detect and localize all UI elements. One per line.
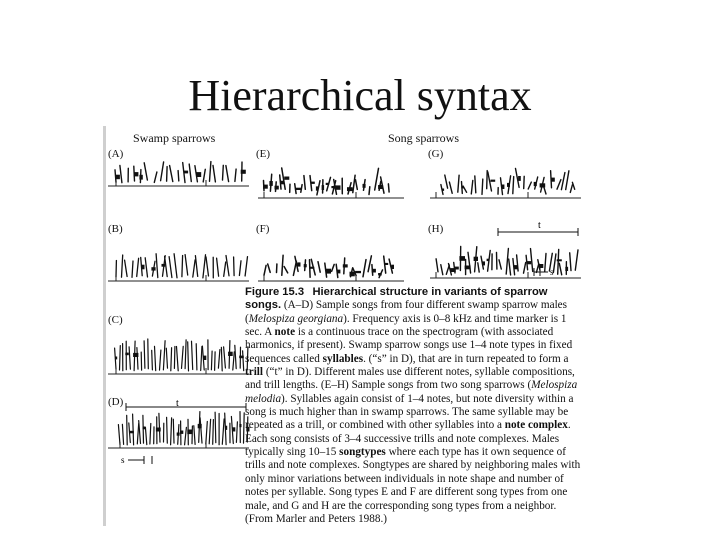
note-trace xyxy=(145,427,146,444)
note-trace xyxy=(201,347,202,371)
note-trace xyxy=(561,173,565,190)
note-trace xyxy=(152,350,153,370)
note-blob xyxy=(134,172,139,176)
note-trace xyxy=(245,257,247,276)
note-trace xyxy=(173,419,174,443)
note-trace xyxy=(174,254,177,278)
note-trace xyxy=(160,350,161,370)
panel-label-b: (B) xyxy=(108,223,123,235)
note-trace xyxy=(174,347,175,369)
note-blob xyxy=(539,264,543,268)
note-trace xyxy=(120,166,122,183)
note-trace xyxy=(213,165,215,182)
panel-label-c: (C) xyxy=(108,314,123,326)
note-blob xyxy=(139,175,142,180)
note-trace xyxy=(558,249,559,274)
term-note-complex: note complex xyxy=(504,419,568,432)
note-trace xyxy=(203,255,206,278)
note-trace xyxy=(177,347,179,371)
note-trace xyxy=(482,179,483,194)
note-trace xyxy=(122,424,123,444)
note-trace xyxy=(243,351,244,371)
note-trace xyxy=(137,348,138,370)
note-trace xyxy=(449,182,452,193)
note-trace xyxy=(120,346,121,370)
note-trace xyxy=(506,249,508,275)
note-blob xyxy=(363,184,366,188)
note-trace xyxy=(182,256,183,277)
note-blob xyxy=(275,186,279,190)
panel-label-f: (F) xyxy=(256,223,270,235)
note-blob xyxy=(557,259,562,261)
note-blob xyxy=(203,356,206,360)
note-trace xyxy=(200,418,202,443)
caption-text: is a continuous trace on the spectrogram (with associated harmonics, if present). Swamp sparrow songs use 1–4 note types in fixed sequences called xyxy=(245,326,573,365)
note-blob xyxy=(184,171,188,174)
note-trace xyxy=(210,162,211,182)
figure-caption xyxy=(245,286,585,526)
note-blob xyxy=(326,269,331,274)
note-blob xyxy=(241,170,246,174)
note-trace xyxy=(159,413,160,442)
panel-label-d: (D) xyxy=(108,396,124,408)
spectrogram-g xyxy=(428,158,583,208)
note-trace xyxy=(150,424,151,445)
spectrogram-d xyxy=(106,398,251,468)
note-trace xyxy=(215,352,216,370)
note-trace xyxy=(206,422,208,445)
note-trace xyxy=(145,258,147,277)
note-blob xyxy=(336,185,341,189)
note-blob xyxy=(269,181,272,186)
note-trace xyxy=(458,175,459,192)
note-trace xyxy=(235,345,236,368)
note-trace xyxy=(353,175,355,192)
note-trace xyxy=(185,255,188,276)
note-blob xyxy=(518,176,521,181)
note-blob xyxy=(459,256,465,261)
spectrogram-e xyxy=(256,158,406,208)
note-blob xyxy=(297,262,300,266)
note-blob xyxy=(284,177,289,180)
note-trace xyxy=(528,182,531,189)
note-trace xyxy=(192,341,193,369)
note-trace xyxy=(233,352,235,370)
note-trace xyxy=(478,263,479,272)
note-trace xyxy=(125,260,128,276)
note-trace xyxy=(468,252,471,273)
note-blob xyxy=(125,353,129,356)
note-blob xyxy=(482,261,485,265)
note-blob xyxy=(534,182,537,186)
note-trace xyxy=(185,427,187,444)
note-blob xyxy=(385,263,389,265)
note-trace xyxy=(222,419,224,444)
note-trace xyxy=(148,339,149,369)
note-trace xyxy=(156,254,158,278)
panel-label-g: (G) xyxy=(428,148,444,160)
note-trace xyxy=(375,168,379,190)
note-blob xyxy=(507,183,510,187)
note-trace xyxy=(132,261,133,277)
note-trace xyxy=(137,424,138,444)
note-blob xyxy=(304,264,307,267)
note-blob xyxy=(228,352,233,356)
spectrogram-c xyxy=(106,324,251,379)
note-trace xyxy=(139,421,141,444)
note-trace xyxy=(388,184,389,192)
species-name: Melospiza melodia xyxy=(245,379,578,405)
note-trace xyxy=(144,163,147,180)
note-blob xyxy=(115,175,120,180)
note-blob xyxy=(347,187,353,191)
note-trace xyxy=(188,342,189,371)
term-note: note xyxy=(274,326,296,339)
note-trace xyxy=(167,167,168,182)
note-trace xyxy=(441,265,443,275)
note-trace xyxy=(137,258,139,276)
note-trace xyxy=(167,417,168,443)
note-trace xyxy=(524,176,525,188)
note-blob xyxy=(151,267,155,270)
note-trace xyxy=(363,260,366,277)
term-syllables: syllables xyxy=(322,352,364,365)
note-trace xyxy=(211,351,212,370)
note-blob xyxy=(115,357,117,360)
note-trace xyxy=(304,176,305,190)
note-trace xyxy=(118,425,120,445)
note-trace xyxy=(566,171,569,190)
note-blob xyxy=(442,189,444,191)
note-trace xyxy=(122,255,123,277)
note-trace xyxy=(268,264,271,272)
note-blob xyxy=(372,269,376,273)
note-trace xyxy=(203,169,205,182)
note-blob xyxy=(454,267,459,270)
note-trace xyxy=(161,162,164,181)
note-trace xyxy=(559,263,561,275)
note-trace xyxy=(221,347,222,371)
note-trace xyxy=(213,420,214,445)
note-trace xyxy=(509,259,511,275)
caption-text: ). Syllables again consist of 1–4 notes, but note diversity within a song is much higher than in swamp sparrows. The same syllable may be repeated as a trill, or combined with other syllables into a xyxy=(245,392,574,432)
note-blob xyxy=(551,178,555,182)
note-trace xyxy=(284,267,288,273)
note-trace xyxy=(170,166,173,182)
note-trace xyxy=(129,347,130,369)
note-trace xyxy=(356,180,358,190)
note-blob xyxy=(491,180,496,182)
note-blob xyxy=(391,265,394,269)
panel-label-h: (H) xyxy=(428,223,444,235)
note-trace xyxy=(154,172,157,182)
note-trace xyxy=(194,426,195,445)
note-blob xyxy=(311,182,315,184)
note-trace xyxy=(487,171,488,189)
note-trace xyxy=(224,262,226,276)
term-songtypes: songtypes xyxy=(339,446,386,459)
spectrogram-h xyxy=(428,216,583,288)
note-blob xyxy=(337,270,341,274)
spectrogram-a xyxy=(106,158,251,208)
caption-text: where each type has it own sequence of trills and note complexes. Songtypes are shared by neighboring males with only minor variations between individuals in note shape and number of notes per syllable. Song types E and F are different song types from one male, and G and H are the corresponding song types from a neighbor. (From Marler and Peters 1988.) xyxy=(245,446,581,525)
note-trace xyxy=(557,180,561,190)
note-trace xyxy=(239,261,241,276)
note-blob xyxy=(343,264,348,267)
note-trace xyxy=(332,264,335,271)
note-trace xyxy=(196,344,197,370)
term-trill: trill xyxy=(245,366,264,379)
note-trace xyxy=(223,165,224,180)
note-trace xyxy=(127,415,128,445)
note-trace xyxy=(169,257,172,278)
figure-title: Hierarchical structure in variants of sparrow songs. xyxy=(245,286,548,312)
caption-text: (A–D) Sample songs from four different swamp sparrow males ( xyxy=(245,299,568,325)
note-blob xyxy=(141,265,144,270)
note-blob xyxy=(378,273,382,276)
species-name: Melospiza georgiana xyxy=(248,312,344,325)
note-trace xyxy=(182,346,184,368)
spectrogram-b xyxy=(106,233,251,288)
caption-text: . Each song consists of 3–4 successive trills and note complexes. Males typically sing 10–15 xyxy=(245,419,571,459)
note-trace xyxy=(236,422,237,443)
note-trace xyxy=(209,419,210,443)
note-blob xyxy=(565,267,568,271)
note-trace xyxy=(531,249,533,272)
note-trace xyxy=(301,185,302,193)
panel-label-a: (A) xyxy=(108,148,124,160)
note-blob xyxy=(239,424,241,427)
note-trace xyxy=(206,257,209,276)
note-trace xyxy=(133,414,134,445)
note-trace xyxy=(445,175,448,188)
header-swamp-sparrows: Swamp sparrows xyxy=(133,131,216,145)
note-trace xyxy=(166,348,167,368)
spectrogram-f xyxy=(256,233,406,288)
note-trace xyxy=(369,187,370,195)
note-trace xyxy=(436,259,438,272)
note-blob xyxy=(225,426,227,430)
caption-text: (“t” in D). Different males use different notes, syllable compositions, and trill lengths. (E–H) Sample songs from two song sparrows ( xyxy=(245,366,575,392)
note-trace xyxy=(575,250,578,270)
note-trace xyxy=(513,177,514,194)
caption-text: . (“s” in D), that are in turn repeated to form a xyxy=(363,352,569,365)
note-trace xyxy=(193,260,195,277)
note-trace xyxy=(264,265,266,275)
note-trace xyxy=(226,166,229,182)
note-trace xyxy=(217,258,219,276)
note-trace xyxy=(570,185,572,193)
note-trace xyxy=(195,256,197,277)
note-trace xyxy=(226,256,229,276)
note-trace xyxy=(215,412,216,442)
note-trace xyxy=(499,260,501,269)
note-blob xyxy=(502,185,505,190)
note-trace xyxy=(224,347,226,368)
note-trace xyxy=(235,169,236,181)
note-trace xyxy=(570,253,571,271)
note-trace xyxy=(178,171,179,181)
trill-marker-label-d: t xyxy=(176,398,179,409)
note-trace xyxy=(144,341,145,368)
note-trace xyxy=(218,350,220,369)
note-blob xyxy=(355,271,361,273)
note-blob xyxy=(162,264,166,267)
note-blob xyxy=(316,186,319,190)
note-trace xyxy=(524,262,526,273)
header-song-sparrows: Song sparrows xyxy=(388,131,459,145)
note-blob xyxy=(326,183,329,185)
syllable-marker-label-h: s xyxy=(550,267,554,277)
note-trace xyxy=(318,262,320,273)
syllable-marker-label-d: s xyxy=(121,455,125,465)
note-trace xyxy=(471,180,473,194)
note-trace xyxy=(163,341,165,370)
note-trace xyxy=(189,164,191,181)
note-trace xyxy=(545,254,546,272)
note-blob xyxy=(474,257,478,261)
note-trace xyxy=(282,255,283,275)
figure-number: Figure 15.3 xyxy=(245,286,305,298)
note-trace xyxy=(368,256,371,272)
note-blob xyxy=(295,188,301,190)
figure-15-3 xyxy=(103,126,593,526)
panel-label-e: (E) xyxy=(256,148,271,160)
note-blob xyxy=(527,261,532,264)
note-trace xyxy=(475,176,476,193)
note-trace xyxy=(185,340,186,369)
slide-title: Hierarchical syntax xyxy=(188,71,532,120)
note-trace xyxy=(234,257,235,276)
trill-marker-label-h: t xyxy=(538,220,541,231)
note-blob xyxy=(196,172,201,177)
note-blob xyxy=(180,431,183,434)
note-trace xyxy=(553,254,556,272)
note-trace xyxy=(155,346,156,370)
note-blob xyxy=(232,427,235,431)
note-trace xyxy=(463,186,467,192)
note-blob xyxy=(263,185,268,189)
note-blob xyxy=(487,259,489,261)
note-trace xyxy=(171,348,172,371)
note-blob xyxy=(322,185,325,190)
caption-text: ). Frequency axis is 0–8 kHz and time marker is 1 sec. A xyxy=(245,312,567,339)
note-blob xyxy=(177,433,180,436)
note-trace xyxy=(171,418,172,445)
